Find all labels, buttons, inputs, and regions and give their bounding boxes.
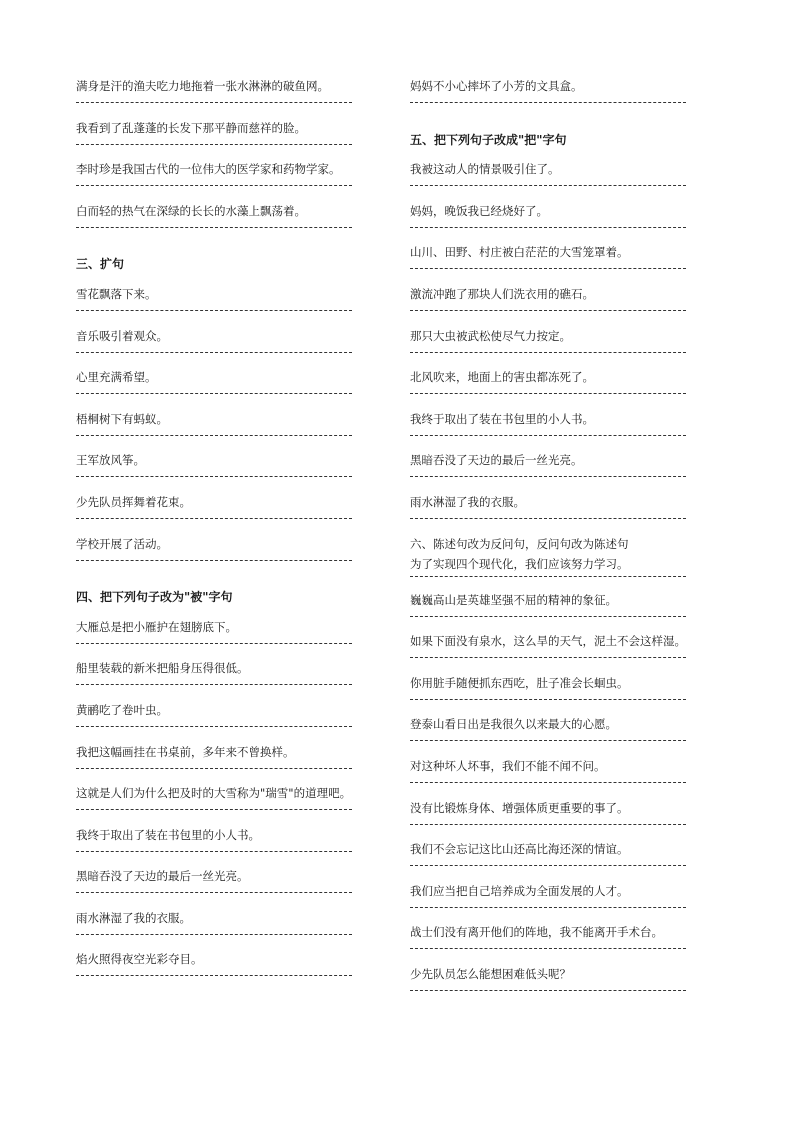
exercise-item: [410, 450, 700, 492]
answer-line[interactable]: [76, 934, 352, 935]
sentence: 你用脏手随便抓东西吃，肚子准会长蛔虫。: [410, 675, 629, 690]
exercise-item: [76, 76, 366, 118]
exercise-item: [410, 590, 700, 632]
exercise-item: [76, 159, 366, 201]
sentence: 大雁总是把小雁护在翅膀底下。: [76, 619, 237, 634]
answer-line[interactable]: [410, 782, 686, 783]
answer-line[interactable]: [76, 435, 352, 436]
sentence: 如果下面没有泉水，这么旱的天气，泥土不会这样湿。: [410, 634, 686, 649]
sentence: 黄鹂吃了卷叶虫。: [76, 702, 168, 717]
answer-line[interactable]: [76, 476, 352, 477]
answer-line[interactable]: [76, 851, 352, 852]
exercise-item: [410, 881, 700, 923]
sentence: 我终于取出了装在书包里的小人书。: [76, 827, 260, 842]
sentence: 山川、田野、村庄被白茫茫的大雪笼罩着。: [410, 245, 629, 260]
answer-line[interactable]: [410, 185, 686, 186]
sentence: 满身是汗的渔夫吃力地拖着一张水淋淋的破鱼网。: [76, 79, 329, 93]
answer-line[interactable]: [410, 352, 686, 353]
exercise-item: [76, 284, 366, 326]
exercise-item: [76, 201, 366, 243]
section4-heading: 四、把下列句子改为"被"字句: [76, 590, 233, 605]
answer-line[interactable]: [76, 227, 352, 228]
sentence: 为了实现四个现代化，我们应该努力学习。: [410, 556, 629, 571]
section6-heading: 六、陈述句改为反问句，反问句改为陈述句: [410, 536, 629, 551]
sentence: 李时珍是我国古代的一位伟大的医学家和药物学家。: [76, 162, 341, 177]
exercise-item: [410, 409, 700, 451]
answer-line[interactable]: [410, 657, 686, 658]
exercise-item: [76, 326, 366, 368]
answer-line[interactable]: [410, 227, 686, 228]
answer-line[interactable]: [410, 699, 686, 700]
sentence: 雨水淋湿了我的衣服。: [410, 494, 525, 509]
exercise-item: [410, 714, 700, 756]
exercise-item: [410, 326, 700, 368]
exercise-item: [76, 492, 366, 534]
answer-line[interactable]: [76, 975, 352, 976]
sentence: 王军放风筝。: [76, 453, 145, 468]
exercise-item: [76, 742, 366, 784]
sentence: 登泰山看日出是我很久以来最大的心愿。: [410, 717, 617, 732]
exercise-item: [410, 76, 700, 118]
sentence: 北风吹来，地面上的害虫都冻死了。: [410, 370, 594, 385]
exercise-item: [76, 450, 366, 492]
exercise-item: [410, 756, 700, 798]
exercise-item: [76, 783, 366, 825]
sentence: 那只大虫被武松使尽气力按定。: [410, 328, 571, 343]
answer-line[interactable]: [410, 310, 686, 311]
exercise-item: [76, 658, 366, 700]
answer-line[interactable]: [410, 102, 686, 103]
sentence: 雪花飘落下来。: [76, 286, 157, 301]
exercise-item: [410, 673, 700, 715]
exercise-item: [410, 367, 700, 409]
sentence: 学校开展了活动。: [76, 536, 168, 551]
sentence: 少先队员怎么能想困难低头呢？: [410, 966, 571, 981]
sentence: 对这种坏人坏事，我们不能不闻不问。: [410, 758, 606, 773]
answer-line[interactable]: [76, 809, 352, 810]
right-column: [410, 76, 700, 1005]
answer-line[interactable]: [410, 393, 686, 394]
answer-line[interactable]: [410, 576, 686, 577]
answer-line[interactable]: [76, 144, 352, 145]
exercise-item: [410, 798, 700, 840]
answer-line[interactable]: [410, 990, 686, 991]
section-heading: [76, 575, 366, 617]
answer-line[interactable]: [410, 435, 686, 436]
exercise-item: [76, 825, 366, 867]
exercise-item: [76, 367, 366, 409]
answer-line[interactable]: [76, 518, 352, 519]
exercise-item: [76, 617, 366, 659]
answer-line[interactable]: [410, 907, 686, 908]
sentence: 我看到了乱蓬蓬的长发下那平静而慈祥的脸。: [76, 120, 306, 135]
answer-line[interactable]: [76, 726, 352, 727]
exercise-item: [410, 201, 700, 243]
answer-line[interactable]: [410, 518, 686, 519]
answer-line[interactable]: [410, 616, 686, 617]
left-column: [76, 76, 366, 991]
answer-line[interactable]: [410, 740, 686, 741]
exercise-item: [410, 492, 700, 534]
section-heading: [76, 242, 366, 284]
exercise-item: [76, 908, 366, 950]
answer-line[interactable]: [410, 268, 686, 269]
sentence: 雨水淋湿了我的衣服。: [76, 910, 191, 925]
sentence: 激流冲跑了那块人们洗衣用的礁石。: [410, 286, 594, 301]
section3-heading: 三、扩句: [76, 257, 125, 272]
sentence: 船里装载的新米把船身压得很低。: [76, 661, 249, 676]
exercise-item: [410, 159, 700, 201]
section-heading: [410, 118, 700, 160]
sentence: 战士们没有离开他们的阵地，我不能离开手术台。: [410, 925, 663, 940]
sentence: 音乐吸引着观众。: [76, 328, 168, 343]
answer-line[interactable]: [76, 102, 352, 103]
sentence: 心里充满希望。: [76, 370, 157, 385]
exercise-item: [410, 839, 700, 881]
answer-line[interactable]: [76, 310, 352, 311]
exercise-item: [76, 949, 366, 991]
sentence: 我们应当把自己培养成为全面发展的人才。: [410, 883, 629, 898]
sentence: 少先队员挥舞着花束。: [76, 494, 191, 509]
sentence: 我终于取出了装在书包里的小人书。: [410, 411, 594, 426]
answer-line[interactable]: [410, 948, 686, 949]
sentence: 妈妈不小心摔坏了小芳的文具盒。: [410, 79, 583, 93]
exercise-item: [410, 534, 700, 590]
answer-line[interactable]: [76, 560, 352, 561]
exercise-item: [76, 866, 366, 908]
sentence: 焰火照得夜空光彩夺目。: [76, 952, 203, 967]
exercise-item: [410, 284, 700, 326]
exercise-item: [76, 700, 366, 742]
sentence: 我被这动人的情景吸引住了。: [410, 162, 560, 177]
answer-line[interactable]: [76, 892, 352, 893]
answer-line[interactable]: [76, 393, 352, 394]
answer-line[interactable]: [76, 352, 352, 353]
answer-line[interactable]: [410, 476, 686, 477]
answer-line[interactable]: [410, 865, 686, 866]
exercise-item: [410, 631, 700, 673]
answer-line[interactable]: [76, 768, 352, 769]
answer-line[interactable]: [76, 185, 352, 186]
exercise-item: [76, 118, 366, 160]
exercise-item: [76, 534, 366, 576]
answer-line[interactable]: [76, 684, 352, 685]
sentence: 我把这幅画挂在书桌前，多年来不曾换样。: [76, 744, 295, 759]
sentence: 我们不会忘记这比山还高比海还深的情谊。: [410, 842, 629, 857]
sentence: 梧桐树下有蚂蚁。: [76, 411, 168, 426]
sentence: 黑暗吞没了天边的最后一丝光亮。: [76, 869, 249, 884]
sentence: 这就是人们为什么把及时的大雪称为"瑞雪"的道理吧。: [76, 786, 352, 801]
sentence: 没有比锻炼身体、增强体质更重要的事了。: [410, 800, 629, 815]
sentence: 妈妈，晚饭我已经烧好了。: [410, 203, 548, 218]
sentence: 黑暗吞没了天边的最后一丝光亮。: [410, 453, 583, 468]
exercise-item: [410, 242, 700, 284]
answer-line[interactable]: [410, 824, 686, 825]
sentence: 白而轻的热气在深绿的长长的水藻上飘荡着。: [76, 203, 306, 218]
exercise-item: [410, 964, 700, 1006]
section5-heading: 五、把下列句子改成"把"字句: [410, 132, 567, 147]
answer-line[interactable]: [76, 643, 352, 644]
exercise-item: [76, 409, 366, 451]
exercise-item: [410, 922, 700, 964]
sentence: 巍巍高山是英雄坚强不屈的精神的象征。: [410, 592, 617, 607]
